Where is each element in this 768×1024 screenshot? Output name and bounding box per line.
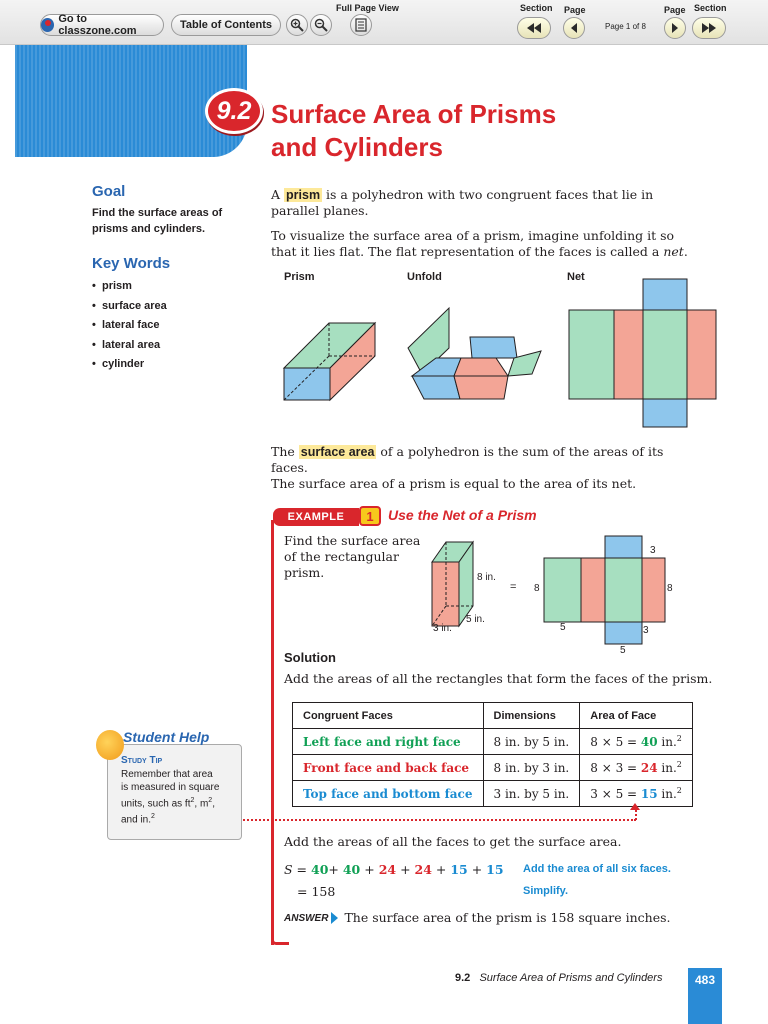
tip-line-3: units, such as ft (121, 798, 191, 810)
figure-label-net: Net (567, 271, 585, 283)
table-header: Area of Face (580, 703, 693, 729)
footer-running-head (455, 972, 662, 984)
p2-line-2: that it lies flat. The flat representation of the faces is called a (271, 244, 664, 259)
table-header-row (293, 703, 693, 729)
page-indicator: Page 1 of 8 (605, 22, 646, 31)
example-title: Use the Net of a Prism (388, 507, 537, 523)
equation-result: = 158 (297, 884, 336, 899)
tip-line-1: Remember that area (121, 769, 213, 780)
page-label-right: Page (664, 5, 686, 15)
example-prompt (284, 533, 420, 581)
goal-text (92, 205, 222, 237)
eq-plus: + (431, 862, 451, 877)
eq-var: S (284, 862, 293, 877)
net-label-bottom-right: 3 (643, 625, 649, 636)
dims-cell: 8 in. by 3 in. (483, 755, 580, 781)
eq-plus: + (396, 862, 415, 877)
full-page-view-label: Full Page View (336, 3, 399, 13)
area-expr: 3 × 5 = (590, 787, 641, 801)
prism-figure (280, 300, 380, 405)
goto-classzone-label: Go to classzone.com (58, 13, 137, 37)
example-corner (271, 940, 289, 945)
keyword-label: prism (101, 280, 132, 292)
table-header: Congruent Faces (293, 703, 484, 729)
arrow-up-icon (630, 803, 640, 810)
solution-heading: Solution (284, 650, 336, 665)
eq-term: 40 (342, 862, 361, 877)
keyword-item: • lateral area (92, 338, 161, 351)
net-label-bottom: 5 (620, 645, 626, 656)
figure-label-prism: Prism (284, 271, 315, 283)
eq-term: 40 (311, 862, 329, 877)
student-help-title: Student Help (123, 729, 210, 745)
face-cell: Left face and right face (293, 729, 484, 755)
eq-plus: + (360, 862, 379, 877)
prompt-line-2: of the rectangular (284, 549, 399, 564)
faces-table-wrapper (292, 702, 693, 807)
eq-plus: + (328, 862, 343, 877)
student-help-icon (96, 730, 124, 760)
eq-plus: + (467, 862, 487, 877)
tip-line-3-mid: , m (194, 798, 209, 810)
goal-text-line-1: Find the surface areas of (92, 207, 223, 219)
face-cell: Top face and bottom face (293, 781, 484, 807)
keyword-label: cylinder (101, 358, 145, 370)
section-number-badge: 9.2 (205, 88, 263, 134)
dim-depth-label: 5 in. (466, 614, 485, 625)
goal-heading: Goal (92, 183, 126, 200)
eq-term: 15 (450, 862, 468, 877)
example-left-rule (271, 520, 274, 945)
keyword-item: • cylinder (92, 358, 145, 370)
next-page-icon[interactable] (664, 17, 686, 39)
keyword-item: • surface area (92, 299, 167, 312)
net-label-right: 8 (667, 583, 673, 594)
classzone-logo-icon (41, 18, 54, 32)
page-title (271, 98, 556, 164)
surface-area-equation (284, 862, 504, 878)
p1-post: is a polyhedron with two congruent faces that lie in (322, 187, 654, 202)
keyword-label: surface area (101, 299, 167, 312)
tip-line-4: and in. (121, 814, 152, 826)
goto-classzone-button[interactable] (40, 14, 164, 36)
figure-label-unfold: Unfold (407, 271, 442, 283)
area-sup: 2 (676, 786, 682, 795)
net-term: net (663, 244, 684, 259)
example-tab: EXAMPLE (273, 508, 359, 526)
eq-term: 24 (414, 862, 432, 877)
study-tip-text (121, 768, 219, 827)
tip-line-3-end: , (212, 798, 215, 810)
p2-line-1: To visualize the surface area of a prism, imagine unfolding it so (271, 228, 675, 243)
area-value: 24 (640, 761, 658, 775)
study-tip-heading: Study Tip (121, 755, 163, 766)
footer-section-title: Surface Area of Prisms and Cylinders (479, 972, 663, 984)
title-line-2: and Cylinders (271, 132, 443, 162)
section-label-left: Section (520, 3, 553, 13)
page-label-left: Page (564, 5, 586, 15)
p3-post: of a polyhedron is the sum of the areas of its faces. (271, 444, 664, 475)
prism-definition (271, 187, 691, 219)
help-leader-riser (635, 810, 637, 820)
area-expr: 8 × 3 = (590, 761, 641, 775)
unfold-figure (404, 302, 546, 404)
tip-sup: 2 (190, 797, 195, 804)
net-explanation (271, 228, 691, 260)
toc-label: Table of Contents (179, 19, 273, 31)
answer-label: ANSWER (284, 912, 329, 924)
key-words-list (92, 277, 167, 375)
net-label-top: 3 (650, 545, 656, 556)
answer-arrow-icon (331, 912, 338, 924)
title-line-1: Surface Area of Prisms (271, 99, 557, 129)
footer-section-number: 9.2 (455, 972, 471, 984)
area-value: 40 (640, 735, 658, 749)
dim-width-label: 3 in. (433, 623, 452, 634)
zoom-in-icon[interactable] (286, 14, 308, 36)
area-cell (580, 729, 693, 755)
p2-line-2-end: . (683, 244, 688, 259)
prism-term: prism (286, 188, 321, 202)
area-cell (580, 755, 693, 781)
table-header: Dimensions (483, 703, 580, 729)
prompt-line-3: prism. (284, 565, 325, 580)
tip-sup: 2 (151, 813, 155, 821)
table-row (293, 729, 693, 755)
p1-pre: A (271, 187, 285, 202)
equals-sign: = (510, 581, 517, 593)
zoom-out-icon[interactable] (310, 14, 332, 36)
face-cell: Front face and back face (293, 755, 484, 781)
key-words-heading: Key Words (92, 255, 171, 272)
prompt-line-1: Find the surface area (284, 533, 421, 548)
dims-cell: 3 in. by 5 in. (483, 781, 580, 807)
net-label-bottom-left: 5 (560, 622, 566, 633)
previous-page-icon[interactable] (563, 17, 585, 39)
p3-pre: The (271, 444, 299, 459)
example-number: 1 (359, 506, 381, 526)
faces-table (292, 702, 693, 807)
eq-term: 15 (486, 862, 504, 877)
full-page-view-icon[interactable] (350, 14, 372, 36)
answer-text: The surface area of the prism is 158 square inches. (344, 910, 671, 925)
tip-sup: 2 (208, 797, 213, 804)
next-section-icon[interactable] (692, 17, 726, 39)
area-sup: 2 (676, 734, 682, 743)
p1-line-2: parallel planes. (271, 203, 369, 218)
surface-area-definition (271, 444, 701, 492)
area-expr: 8 × 5 = (590, 735, 641, 749)
previous-section-icon[interactable] (517, 17, 551, 39)
note-simplify: Simplify. (523, 885, 569, 897)
keyword-item: • lateral face (92, 319, 160, 331)
page-number: 483 (688, 968, 722, 1024)
solution-text: Add the areas of all the rectangles that form the faces of the prism. (284, 671, 713, 686)
answer-line (284, 910, 671, 926)
eq-sign: = (292, 862, 311, 877)
net-figure (566, 278, 718, 429)
area-unit: in. (657, 787, 677, 801)
p3-line-2: The surface area of a prism is equal to the area of its net. (271, 476, 637, 491)
keyword-item: • prism (92, 280, 132, 292)
table-of-contents-button[interactable] (171, 14, 281, 36)
area-unit: in. (657, 735, 677, 749)
section-label-right: Section (694, 3, 727, 13)
goal-text-line-2: prisms and cylinders. (92, 223, 206, 235)
add-areas-text: Add the areas of all the faces to get the surface area. (284, 834, 622, 849)
note-add-all: Add the area of all six faces. (523, 863, 671, 875)
net-label-left: 8 (534, 583, 540, 594)
area-sup: 2 (676, 760, 682, 769)
tip-line-2: is measured in square (121, 782, 220, 793)
keyword-label: lateral area (101, 338, 161, 351)
keyword-label: lateral face (101, 319, 160, 331)
area-value: 15 (640, 787, 658, 801)
navigation-bar (0, 0, 768, 45)
dims-cell: 8 in. by 5 in. (483, 729, 580, 755)
area-unit: in. (657, 761, 677, 775)
surface-area-term: surface area (300, 445, 375, 459)
eq-term: 24 (378, 862, 397, 877)
dim-height-label: 8 in. (477, 572, 496, 583)
table-row (293, 755, 693, 781)
